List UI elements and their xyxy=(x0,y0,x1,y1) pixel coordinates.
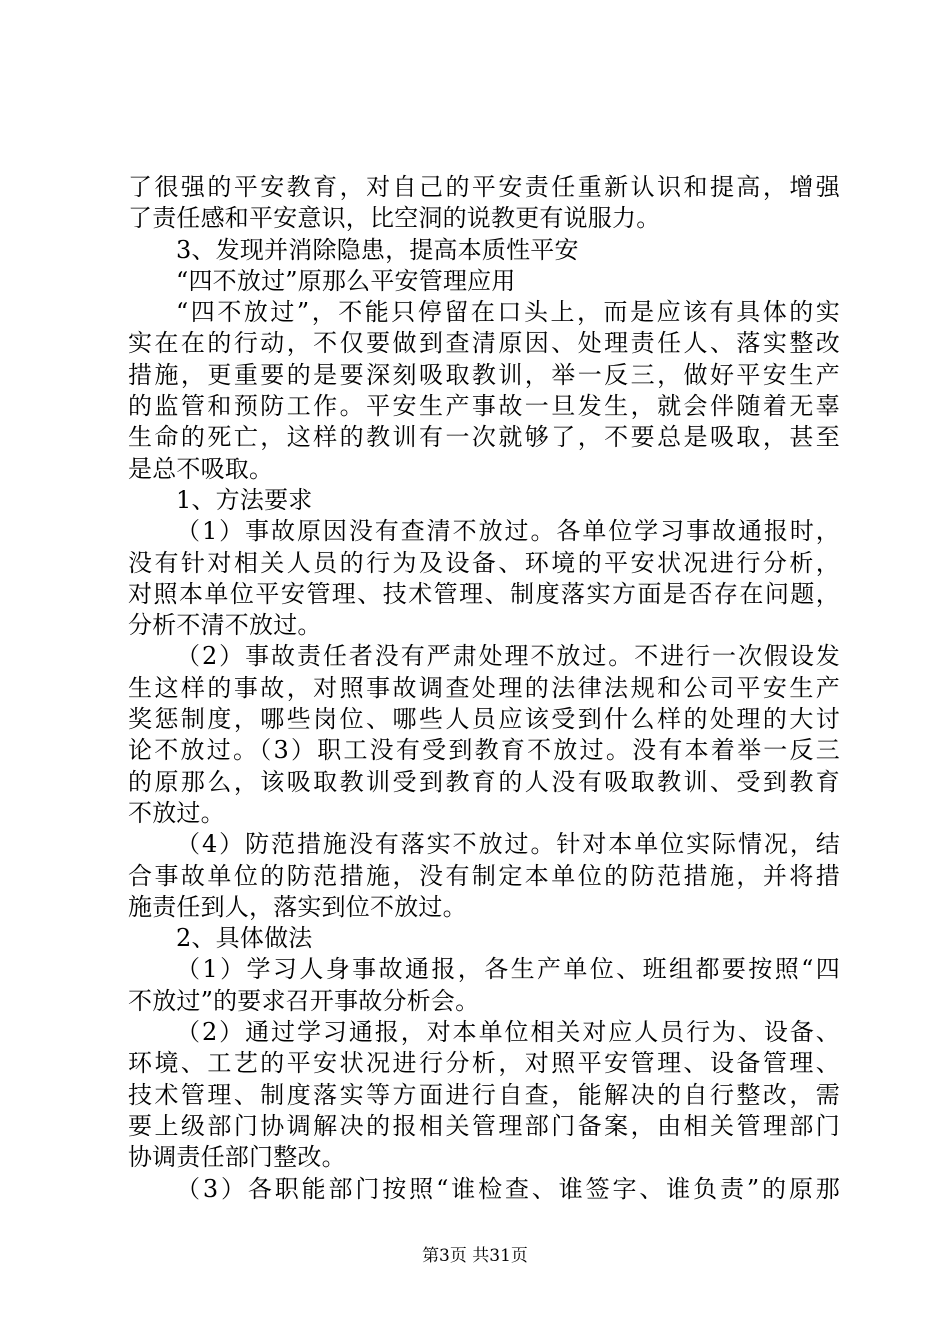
paragraph-first-line: （1）事故原因没有查清不放过。各单位学习事故通报时， xyxy=(176,517,840,546)
paragraph-line: 奖惩制度，哪些岗位、哪些人员应该受到什么样的处理的大讨 xyxy=(128,705,840,734)
paragraph-line: 的原那么，该吸取教训受到教育的人没有吸取教训、受到教育 xyxy=(128,767,840,796)
paragraph-line: 不放过”的要求召开事故分析会。 xyxy=(128,986,480,1015)
paragraph-line: 合事故单位的防范措施，没有制定本单位的防范措施，并将措 xyxy=(128,861,840,890)
paragraph-line: 的监管和预防工作。平安生产事故一旦发生，就会伴随着无辜 xyxy=(128,392,840,421)
paragraph-line: 论不放过。（3）职工没有受到教育不放过。没有本着举一反三 xyxy=(128,736,840,765)
paragraph-first-line: 2、具体做法 xyxy=(176,924,313,953)
document-body xyxy=(128,172,840,1205)
paragraph-first-line: （2）通过学习通报，对本单位相关对应人员行为、设备、 xyxy=(176,1018,840,1047)
paragraph-line: 了责任感和平安意识，比空洞的说教更有说服力。 xyxy=(128,204,661,233)
paragraph-line: 是总不吸取。 xyxy=(128,454,274,483)
paragraph-line: 生命的死亡，这样的教训有一次就够了，不要总是吸取，甚至 xyxy=(128,423,840,452)
paragraph-line: 没有针对相关人员的行为及设备、环境的平安状况进行分析， xyxy=(128,548,840,577)
paragraph-first-line: （2）事故责任者没有严肃处理不放过。不进行一次假设发 xyxy=(176,642,840,671)
paragraph-first-line: 3、发现并消除隐患，提高本质性平安 xyxy=(176,235,579,264)
paragraph-line: 分析不清不放过。 xyxy=(128,611,322,640)
paragraph-line: 措施，更重要的是要深刻吸取教训，举一反三，做好平安生产 xyxy=(128,360,840,389)
paragraph-line: 对照本单位平安管理、技术管理、制度落实方面是否存在问题， xyxy=(128,579,840,608)
paragraph-first-line: “四不放过”原那么平安管理应用 xyxy=(176,266,516,295)
paragraph-line: 施责任到人，落实到位不放过。 xyxy=(128,892,467,921)
paragraph-line: 环境、工艺的平安状况进行分析，对照平安管理、设备管理、 xyxy=(128,1049,840,1078)
paragraph-line: 不放过。 xyxy=(128,798,225,827)
paragraph-first-line: “四不放过”，不能只停留在口头上，而是应该有具体的实 xyxy=(176,298,840,327)
page-footer: 第3页 共31页 xyxy=(422,1246,528,1266)
paragraph-line: 了很强的平安教育，对自己的平安责任重新认识和提高，增强 xyxy=(128,173,840,201)
paragraph-line: 要上级部门协调解决的报相关管理部门备案，由相关管理部门 xyxy=(128,1111,840,1140)
paragraph-line: 协调责任部门整改。 xyxy=(128,1143,346,1172)
paragraph-line: 实在在的行动，不仅要做到查清原因、处理责任人、落实整改 xyxy=(128,329,840,358)
paragraph-line: 技术管理、制度落实等方面进行自查，能解决的自行整改，需 xyxy=(128,1080,840,1109)
paragraph-first-line: （1）学习人身事故通报，各生产单位、班组都要按照“四 xyxy=(176,955,840,984)
paragraph-line: 生这样的事故，对照事故调查处理的法律法规和公司平安生产 xyxy=(128,673,840,702)
paragraph-first-line: 1、方法要求 xyxy=(176,485,313,514)
paragraph-first-line: （4）防范措施没有落实不放过。针对本单位实际情况，结 xyxy=(176,830,840,859)
paragraph-first-line: （3）各职能部门按照“谁检查、谁签字、谁负责”的原那 xyxy=(176,1174,840,1203)
